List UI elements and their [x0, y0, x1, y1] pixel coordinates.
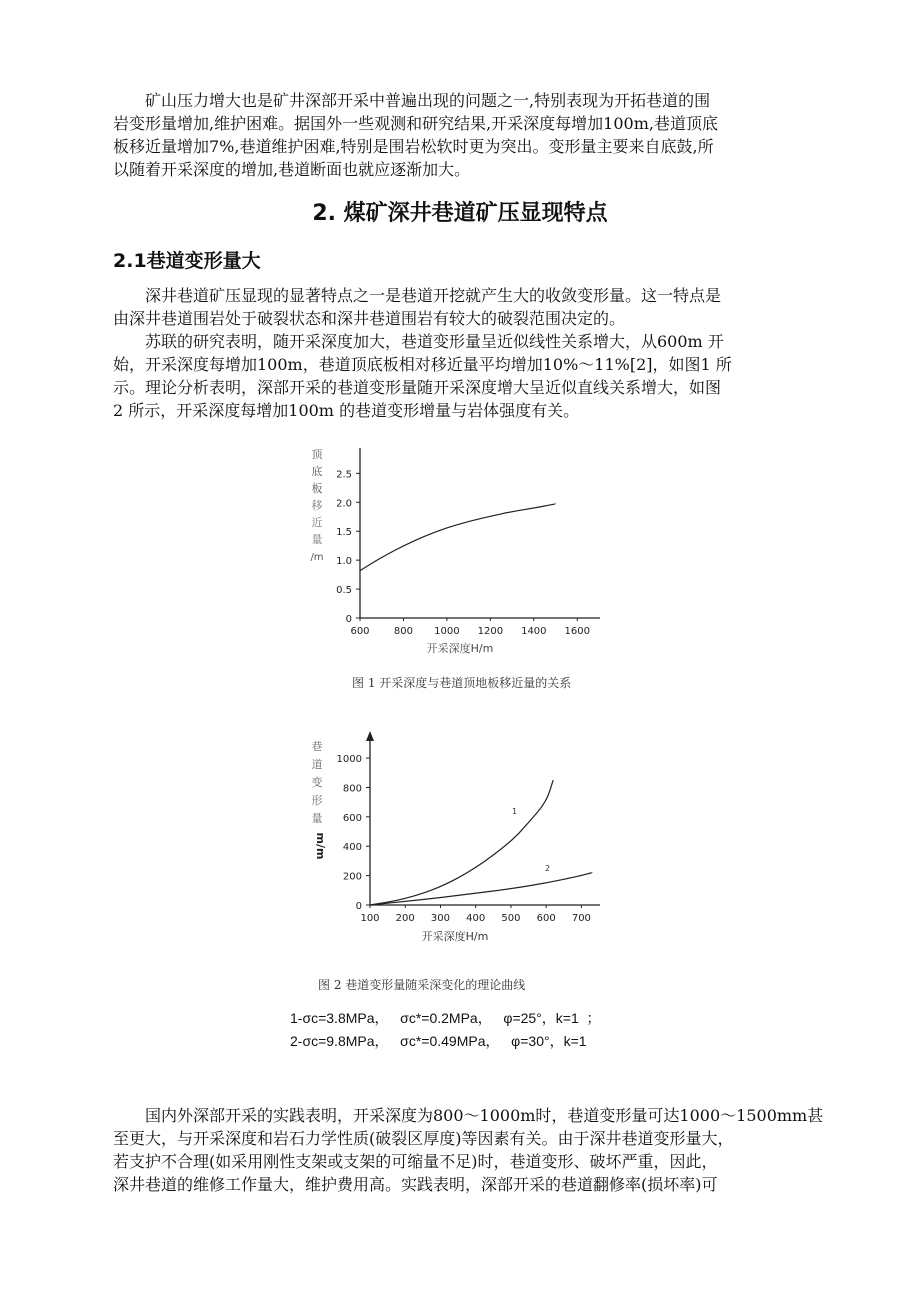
- text-line: 至更大，与开采深度和岩石力学性质(破裂区厚度)等因素有关。由于深井巷道变形量大，: [113, 1129, 734, 1148]
- figure-2-chart: [295, 728, 625, 948]
- y-axis-label-char: 量: [311, 812, 323, 825]
- x-tick-label: 600: [536, 913, 556, 924]
- y-tick-label: 200: [342, 871, 362, 883]
- x-tick-label: 1200: [477, 626, 504, 637]
- x-axis-label: 开采深度H/m: [426, 642, 494, 655]
- series-lines: [360, 504, 556, 571]
- x-tick-label: 100: [360, 913, 380, 924]
- y-axis-unit: m/m: [314, 832, 327, 860]
- y-axis-label-char: 近: [311, 516, 323, 529]
- text-line: 由深井巷道围岩处于破裂状态和深井巷道围岩有较大的破裂范围决定的。: [113, 309, 626, 328]
- y-ticks: [336, 469, 360, 625]
- y-tick-label: 0.5: [336, 585, 352, 597]
- x-tick-label: 1400: [521, 626, 547, 637]
- x-tick-label: 800: [393, 626, 414, 637]
- figure-1-chart: [295, 438, 625, 663]
- series-line-1: [360, 504, 556, 571]
- y-axis-label-char: 板: [311, 482, 323, 495]
- x-tick-label: 200: [395, 913, 415, 924]
- paragraph-1: [113, 284, 808, 330]
- formula-note-2: 2-σc=9.8MPa， σc*=0.49MPa， φ=30°，k=1: [290, 1033, 587, 1049]
- text-line: 矿山压力增大也是矿井深部开采中普遍出现的问题之一,特别表现为开拓巷道的围: [145, 91, 711, 110]
- y-axis-label-char: 移: [311, 499, 323, 512]
- x-tick-label: 500: [501, 913, 521, 924]
- text-line: 始，开采深度每增加100m，巷道顶底板相对移近量平均增加10%～11%[2]，如图1 所: [113, 355, 732, 374]
- y-tick-label: 2.5: [336, 469, 352, 481]
- y-tick-label: 2.0: [336, 498, 352, 510]
- figure-2-caption: 图 2 巷道变形量随采深变化的理论曲线: [318, 978, 526, 992]
- paragraph-2: [113, 330, 808, 422]
- y-axis-label-char: 形: [311, 794, 323, 807]
- y-tick-label: 0: [345, 614, 352, 625]
- y-axis-label-char: 量: [311, 533, 323, 546]
- formula-note-1: 1-σc=3.8MPa， σc*=0.2MPa， φ=25°，k=1 ；: [290, 1010, 601, 1026]
- curve-2-label: 2: [545, 864, 551, 873]
- text-line: 板移近量增加7%,巷道维护困难,特别是围岩松软时更为突出。变形量主要来自底鼓,所: [113, 137, 714, 156]
- y-tick-label: 600: [342, 812, 362, 824]
- y-axis-arrow-icon: [366, 731, 374, 741]
- paragraph-3: [113, 1104, 824, 1196]
- y-axis-label: [312, 740, 328, 859]
- text-line: 2 所示，开采深度每增加100m 的巷道变形增量与岩体强度有关。: [113, 401, 580, 420]
- y-tick-label: 0: [355, 901, 362, 912]
- figure-1-caption: 图 1 开采深度与巷道顶地板移近量的关系: [352, 676, 572, 690]
- intro-paragraph: [113, 89, 808, 181]
- text-line: 若支护不合理(如采用刚性支架或支架的可缩量不足)时，巷道变形、破坏严重，因此，: [113, 1152, 718, 1171]
- x-tick-label: 400: [466, 913, 486, 924]
- y-axis-label-char: 巷: [311, 740, 323, 753]
- x-tick-label: 600: [350, 626, 370, 637]
- y-axis-label-char: 道: [311, 758, 323, 771]
- text-line: 苏联的研究表明，随开采深度加大，巷道变形量呈近似线性关系增大，从600m 开: [145, 332, 724, 351]
- y-tick-label: 400: [342, 842, 362, 854]
- x-tick-label: 1600: [564, 626, 590, 637]
- y-axis-label-char: /m: [310, 552, 324, 563]
- x-axis-label: 开采深度H/m: [421, 930, 489, 943]
- y-tick-label: 1000: [336, 754, 362, 766]
- y-tick-label: 1.5: [336, 527, 352, 539]
- text-line: 示。理论分析表明，深部开采的巷道变形量随开采深度增大呈近似直线关系增大，如图: [113, 378, 722, 397]
- x-ticks: [360, 905, 590, 924]
- x-tick-label: 300: [430, 913, 451, 924]
- y-axis-label: [310, 448, 323, 563]
- subsection-title: 2.1巷道变形量大: [113, 250, 261, 272]
- y-tick-label: 800: [342, 783, 362, 795]
- y-axis-label-char: 底: [311, 465, 323, 478]
- text-line: 岩变形量增加,维护困难。据国外一些观测和研究结果,开采深度每增加100m,巷道顶底: [113, 114, 718, 133]
- x-tick-label: 700: [571, 913, 591, 924]
- series-line-2: [370, 873, 592, 905]
- y-axis-label-char: 顶: [311, 448, 323, 461]
- text-line: 国内外深部开采的实践表明，开采深度为800～1000m时，巷道变形量可达1000～1500mm甚: [145, 1106, 824, 1125]
- x-ticks: [350, 618, 590, 637]
- section-title: 2. 煤矿深井巷道矿压显现特点: [312, 201, 608, 226]
- text-line: 深井巷道矿压显现的显著特点之一是巷道开挖就产生大的收敛变形量。这一特点是: [145, 286, 722, 305]
- curve-1-label: 1: [512, 807, 518, 816]
- y-ticks: [337, 754, 370, 912]
- y-axis-label-char: 变: [311, 776, 323, 789]
- y-tick-label: 1.0: [336, 556, 352, 568]
- text-line: 以随着开采深度的增加,巷道断面也就应逐渐加大。: [113, 160, 471, 179]
- text-line: 深井巷道的维修工作量大，维护费用高。实践表明，深部开采的巷道翻修率(损坏率)可: [113, 1175, 718, 1194]
- x-tick-label: 1000: [434, 626, 460, 637]
- series-lines: [370, 780, 592, 905]
